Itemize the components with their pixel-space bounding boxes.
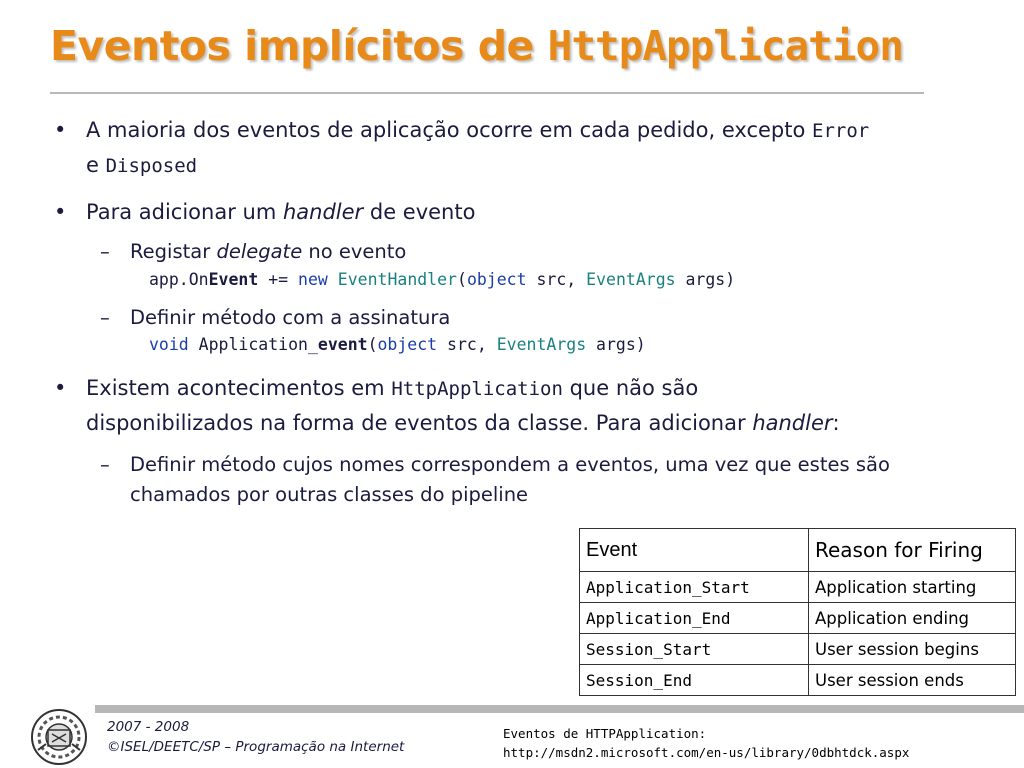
isel-logo-icon — [30, 708, 88, 766]
footer-org: ©ISEL/DEETC/SP – Programação na Internet — [107, 739, 405, 755]
bullet-3-text: Existem acontecimentos em — [86, 376, 392, 400]
slide-title — [50, 22, 903, 70]
subbullet-define-line2: chamados por outras classes do pipeline — [130, 483, 529, 506]
bullet-3-post: : — [832, 411, 840, 435]
bullet-1-code-error: Error — [812, 120, 870, 142]
table-cell-event: Application_Start — [580, 572, 809, 603]
bullet-1-code-disposed: Disposed — [105, 155, 198, 177]
table-header-row — [580, 529, 1016, 572]
footer-ref-title: Eventos de HTTPApplication: — [503, 726, 707, 741]
bullet-dot: • — [54, 118, 67, 142]
code-text: src, — [437, 335, 497, 354]
code-keyword: void — [149, 335, 189, 354]
code-text: src, — [526, 270, 587, 289]
code-text: ( — [457, 270, 467, 289]
code-text: args) — [675, 270, 736, 289]
bullet-3 — [50, 371, 970, 440]
subbullet-signature — [50, 303, 970, 333]
code-text: app.On — [149, 270, 209, 289]
table-cell-reason: User session begins — [809, 634, 1016, 665]
footer-years: 2007 - 2008 — [107, 719, 190, 735]
bullet-2-text: Para adicionar um — [86, 200, 283, 224]
subbullet-signature-text: Definir método com a assinatura — [130, 306, 451, 329]
subbullet-register-text: Registar — [130, 240, 217, 263]
subbullet-define-line1: Definir método cujos nomes correspondem a eventos, uma vez que estes são — [130, 453, 890, 476]
bullet-2 — [50, 195, 970, 229]
bullet-dot: • — [54, 376, 67, 400]
header-event: Event — [580, 529, 809, 572]
table-cell-event: Application_End — [580, 603, 809, 634]
table-row — [580, 634, 1016, 665]
bullet-1-line2: e — [86, 153, 106, 177]
code-type: EventArgs — [586, 270, 676, 289]
dash: – — [100, 240, 110, 263]
code-keyword: new — [298, 270, 328, 289]
code-line-1 — [50, 267, 970, 293]
code-text — [328, 270, 338, 289]
events-table — [579, 528, 1016, 696]
header-reason: Reason for Firing — [809, 529, 1016, 572]
dash: – — [100, 453, 110, 476]
bullet-3-line2: disponibilizados na forma de eventos da classe. Para adicionar — [86, 411, 753, 435]
slide-content — [50, 113, 970, 510]
bullet-2-post: de evento — [363, 200, 476, 224]
bullet-dot: • — [54, 200, 67, 224]
table-cell-reason: Application ending — [809, 603, 1016, 634]
subbullet-register — [50, 237, 970, 267]
table-cell-reason: Application starting — [809, 572, 1016, 603]
footer-rule — [95, 705, 1024, 713]
bullet-2-em: handler — [282, 200, 364, 224]
code-keyword: object — [466, 270, 527, 289]
code-type: EventArgs — [496, 335, 587, 354]
dash: – — [100, 306, 110, 329]
bullet-1 — [50, 113, 970, 183]
table-cell-event: Session_End — [580, 665, 809, 696]
code-type: EventHandler — [337, 270, 457, 289]
footer-info — [107, 717, 404, 757]
code-text: ( — [367, 335, 378, 354]
table-row — [580, 665, 1016, 696]
bullet-3-code: HttpApplication — [391, 378, 563, 400]
title-text: Eventos implícitos de — [50, 22, 548, 70]
code-line-2 — [50, 333, 970, 357]
table-row — [580, 572, 1016, 603]
bullet-3-em: handler — [752, 411, 833, 435]
table-cell-reason: User session ends — [809, 665, 1016, 696]
code-keyword: object — [377, 335, 438, 354]
subbullet-register-em: delegate — [216, 240, 303, 263]
code-text: Application_ — [188, 335, 318, 354]
code-bold: event — [317, 335, 368, 354]
subbullet-define-methods — [50, 450, 970, 510]
subbullet-register-post: no evento — [302, 240, 407, 263]
bullet-1-text: A maioria dos eventos de aplicação ocorre em cada pedido, excepto — [86, 118, 812, 142]
bullet-3-mid: que não são — [562, 376, 699, 400]
title-rule — [50, 92, 924, 94]
code-bold: Event — [208, 270, 259, 289]
table-row — [580, 603, 1016, 634]
code-text: += — [258, 270, 299, 289]
code-text: args) — [586, 335, 646, 354]
title-code: HttpApplication — [547, 22, 903, 70]
table-cell-event: Session_Start — [580, 634, 809, 665]
footer-reference — [503, 724, 909, 762]
footer-ref-url: http://msdn2.microsoft.com/en-us/library/0dbhtdck.aspx — [503, 745, 910, 760]
